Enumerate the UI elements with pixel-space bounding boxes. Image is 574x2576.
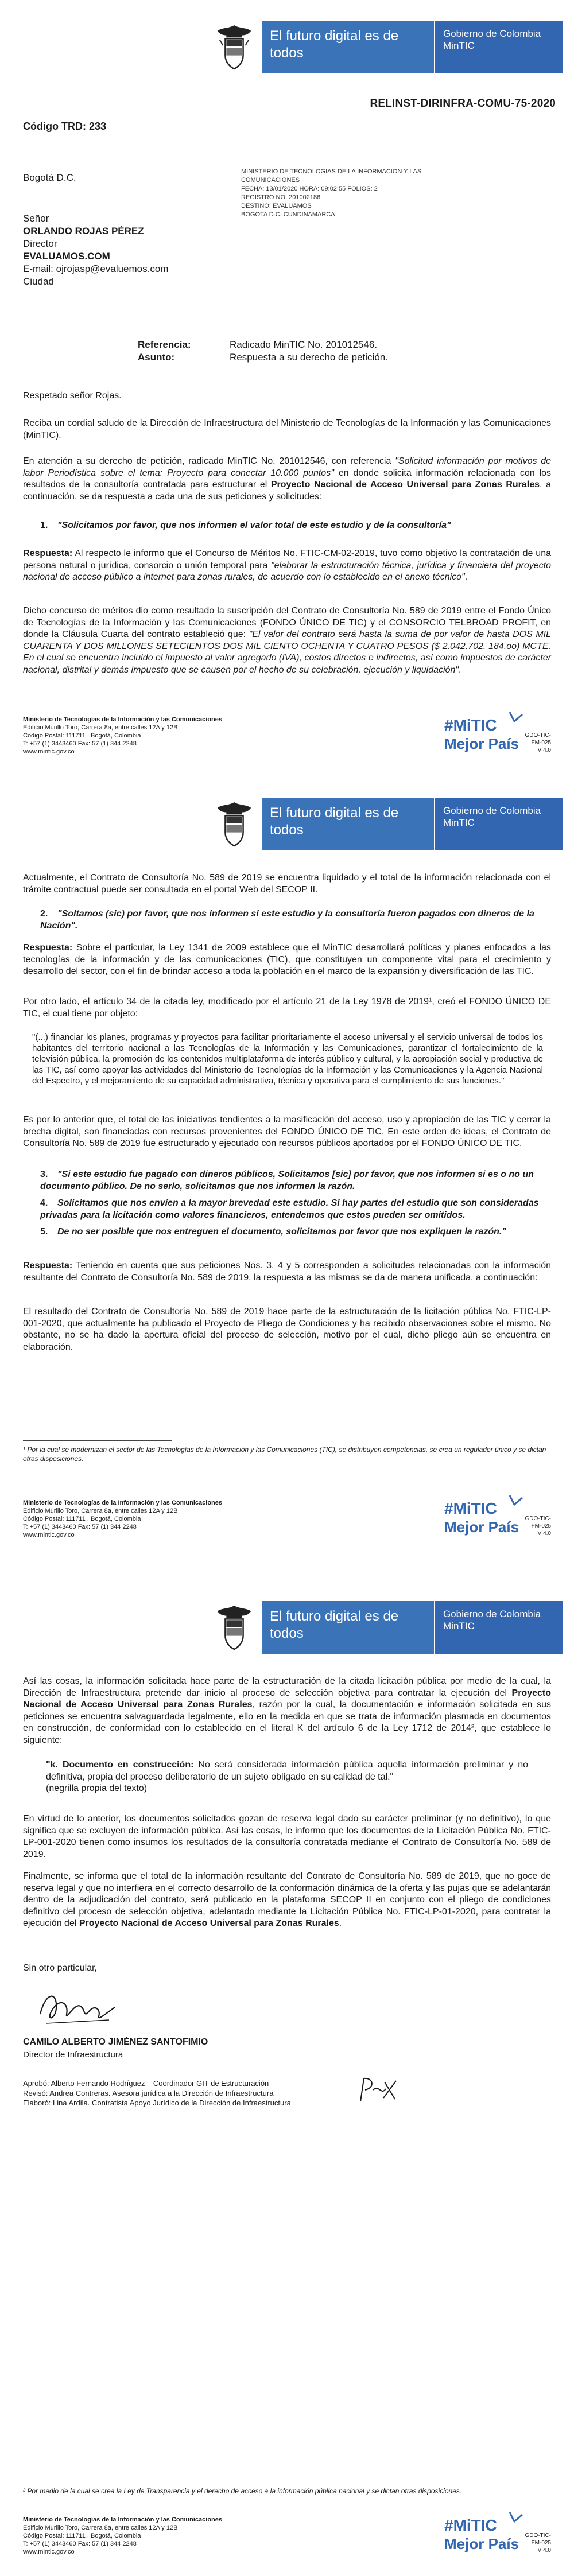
question-1 — [40, 519, 540, 531]
banner-government: Gobierno de Colombia MinTIC — [434, 1601, 563, 1654]
banner-slogan: El futuro digital es de todos — [262, 798, 434, 850]
text-run: "El valor del contrato será hasta la suma de por valor de hasta DOS MIL CUARENTA Y DOS MILLONES SETECIENTOS DOS MIL CIENTO OCHENTA Y CUATRO PESOS ($ 2.042.702. 184.oo) MCTE. En el cual se encuentra incluido el impuesto al valor agregado (IVA), costos directos e indirectos, así como impuestos de carácter nacional, distrital y demás impuesto que se causen por el hecho de su celebración, ejecución y liquidación" — [23, 630, 551, 675]
footer-ministry: Ministerio de Tecnologías de la Información y las Comunicaciones — [23, 2516, 222, 2523]
text-run: En atención a su derecho de petición, radicado MinTIC No. 201012546, con referencia — [23, 456, 395, 466]
question-text: Solicitamos que nos envíen a la mayor brevedad este estudio. Si hay partes del estudio que son consideradas privadas para la licitación como valores financieros, entendemos que estos pueden ser omitidos. — [40, 1198, 539, 1220]
footer-ministry: Ministerio de Tecnologías de la Información y las Comunicaciones — [23, 716, 222, 723]
closing: Sin otro particular, — [23, 1963, 97, 1973]
page-3 — [0, 1584, 574, 2576]
recipient-salutation: Señor — [23, 213, 49, 224]
stamp-line: FECHA: 13/01/2020 HORA: 09:02:55 FOLIOS: 2 — [241, 185, 378, 192]
footer-address: Edificio Murillo Toro, Carrera 8a, entre calles 12A y 12B — [23, 724, 178, 731]
reference-value: Radicado MinTIC No. 201012546. — [230, 339, 378, 350]
stamp-line: REGISTRO NO: 201002186 — [241, 194, 321, 201]
mintic-mejor-pais-logo — [442, 1492, 528, 1544]
logo-line-2: Mejor País — [444, 735, 519, 752]
paragraph: Por otro lado, el artículo 34 de la citada ley, modificado por el artículo 21 de la Ley 1978 de 2019¹, creó el FONDO ÚNICO DE TIC, el cual tiene por objeto: — [23, 997, 551, 1019]
question-text: "Soltamos (sic) por favor, que nos informen si este estudio y la consultoría fueron pagados con dineros de la Nación". — [40, 909, 534, 931]
question-text: De no ser posible que nos entreguen el documento, solicitamos por favor que nos expliquen la razón." — [57, 1227, 506, 1237]
footer-address: Edificio Murillo Toro, Carrera 8a, entre calles 12A y 12B — [23, 2524, 178, 2531]
law-quote — [46, 1759, 528, 1795]
trd-code: Código TRD: 233 — [23, 121, 107, 132]
form-code-id: GDO-TIC-FM-025 — [525, 2532, 551, 2546]
text-run: "k. Documento en construcción: — [46, 1760, 194, 1770]
reference-label: Referencia: — [138, 339, 191, 350]
reviewed-by: Revisó: Andrea Contreras. Asesora jurídica a la Dirección de Infraestructura — [23, 2089, 274, 2097]
text-run: Dicho concurso de méritos dio como resultado la suscripción del Contrato de Consultoría No. 589 de 2019 entre el Fondo Único de Tecnologías de la Información y las Comunicaciones (FONDO ÚNICO DE TIC) y el CONSORCIO TELBROAD PROFIT, en donde la Cláusula Cuarta del contrato estableció que: — [23, 606, 551, 639]
logo-line-2: Mejor País — [444, 1518, 519, 1536]
filing-stamp — [241, 168, 471, 219]
quote-note: (negrilla propia del texto) — [46, 1784, 148, 1793]
header-banner — [207, 798, 563, 850]
form-code-id: GDO-TIC-FM-025 — [525, 732, 551, 746]
text-run: Sobre el particular, la Ley 1341 de 2009 establece que el MinTIC desarrollará políticas y planes enfocados a las tecnologías de la información y de las comunicaciones (TIC), que constituyen un componente vital para el crecimiento y desarrollo del sector, con el fin de brindar acceso a toda la población en el marco de la expansión y diversificación de las TIC. — [23, 943, 551, 976]
place: Bogotá D.C. — [23, 172, 76, 183]
banner-slogan: El futuro digital es de todos — [262, 1601, 434, 1654]
footnote-1: ¹ Por la cual se modernizan el sector de las Tecnologías de la Información y las Comunicaciones (TIC), se distribuyen competencias, se crea un regulador único y se dictan otras disposiciones. — [23, 1446, 546, 1463]
paragraph: Reciba un cordial saludo de la Dirección de Infraestructura del Ministerio de Tecnologías de la Información y las Comunicaciones (MinTIC). — [23, 418, 551, 440]
reference-block — [138, 339, 540, 364]
signer-role: Director de Infraestructura — [23, 2050, 123, 2060]
page-1 — [0, 0, 574, 780]
paragraph — [23, 1871, 551, 1930]
footer-postal: Código Postal: 111711 , Bogotá, Colombia — [23, 2532, 141, 2539]
colombia-crest-icon — [207, 21, 262, 73]
footer-phone: T: +57 (1) 3443460 Fax: 57 (1) 344 2248 — [23, 1524, 137, 1530]
paragraph: Es por lo anterior que, el total de las iniciativas tendientes a la masificación del acceso, uso y apropiación de las TIC y cerrar la brecha digital, son financiadas con recursos provenientes del FONDO ÚNICO DE TIC. En este orden de ideas, el Contrato de Consultoría No. 589 de 2019 fue estructurado y ejecutado con recursos públicos aportados por el FONDO ÚNICO DE TIC. — [23, 1115, 551, 1148]
header-banner — [207, 1601, 563, 1654]
text-run: Finalmente, se informa que el total de la información resultante del Contrato de Consultoría No. 589 de 2019, que no goce de reserva legal y que no interfiera en el correcto desarrollo de la conformación dinámica de la oferta y las pujas que se adelantarán dentro de la adjudicación del contrato, será publicado en la plataforma SECOP II en conjunto con el pliego de condiciones definitivo del proceso de selección objetiva, adelantado mediante la Licitación Pública No. FTIC-LP-01-2020, para contratar la ejecución del — [23, 1871, 551, 1928]
question-number: 4. — [40, 1198, 48, 1208]
stamp-line: MINISTERIO DE TECNOLOGIAS DE LA INFORMACION Y LAS COMUNICACIONES — [241, 168, 422, 184]
text-run: Proyecto Nacional de Acceso Universal para Zonas Rurales — [23, 1688, 551, 1709]
text-run: , a continuación, se da respuesta a cada una de sus peticiones y solicitudes: — [23, 480, 552, 502]
recipient-city: Ciudad — [23, 276, 54, 287]
footer-ministry-info — [23, 2516, 264, 2556]
stamp-line: DESTINO: EVALUAMOS — [241, 203, 312, 209]
answer-2 — [23, 942, 551, 978]
colombia-crest-icon — [207, 798, 262, 850]
logo-line-1: #MiTIC — [444, 1499, 497, 1517]
answer-label: Respuesta: — [23, 549, 73, 558]
question-number: 1. — [40, 520, 48, 530]
handwritten-signature-icon — [34, 1986, 121, 2031]
recipient-name: ORLANDO ROJAS PÉREZ — [23, 226, 144, 236]
footer-web: www.mintic.gov.co — [23, 748, 75, 755]
paragraph: El resultado del Contrato de Consultoría No. 589 de 2019 hace parte de la estructuración de la licitación pública No. FTIC-LP-001-2020, que actualmente ha publicado el Proyecto de Pliego de Condiciones y ha recibido observaciones sobre el mismo. No obstante, no se ha dado la apertura oficial del proceso de selección, motivo por el cual, dicho pliego aún se encuentra en elaboración. — [23, 1307, 551, 1352]
question-number: 2. — [40, 909, 48, 919]
logo-line-2: Mejor País — [444, 2535, 519, 2552]
footer-ministry: Ministerio de Tecnologías de la Información y las Comunicaciones — [23, 1499, 222, 1506]
recipient-email: E-mail: ojrojasp@evaluemos.com — [23, 263, 169, 274]
question-text: "Si este estudio fue pagado con dineros públicos, Solicitamos [sic] por favor, que nos informen si es o no un documento público. De no serlo, solicitamos que nos informen la razón. — [40, 1170, 534, 1191]
signer-name: CAMILO ALBERTO JIMÉNEZ SANTOFIMIO — [23, 2037, 208, 2047]
question-3 — [40, 1168, 540, 1192]
paragraph: En virtud de lo anterior, los documentos solicitados gozan de reserva legal dado su carácter preliminar (y no definitivo), lo que significa que se excluyen de información pública. Así las cosas, le informo que los documentos de la Licitación Pública No. FTIC-LP-001-2020 tienen como insumos los resultados de la consultoría contratada mediante el Contrato de Consultoría No. 589 de 2019. — [23, 1814, 551, 1859]
text-run: Teniendo en cuenta que sus peticiones Nos. 3, 4 y 5 corresponden a solicitudes relacionadas con la información resultante del Contrato de Consultoría No. 589 de 2019, la respuesta a las mismas se da de manera unificada, a continuación: — [23, 1261, 551, 1283]
footer-phone: T: +57 (1) 3443460 Fax: 57 (1) 344 2248 — [23, 740, 137, 747]
text-run: Así las cosas, la información solicitada hace parte de la estructuración de la citada licitación pública por medio de la cual, la Dirección de Infraestructura pretende dar inicio al proceso de selección objetiva para contratar la ejecución del — [23, 1676, 551, 1698]
form-version: V 4.0 — [537, 1530, 551, 1537]
stamp-line: BOGOTA D.C, CUNDINAMARCA — [241, 211, 335, 218]
text-run: "Solicitud información por motivos de labor Periodística sobre el tema: Proyecto para conectar 10.000 puntos" — [23, 456, 552, 478]
mintic-mejor-pais-logo — [442, 709, 528, 760]
subject-value: Respuesta a su derecho de petición. — [230, 352, 388, 363]
banner-government: Gobierno de Colombia MinTIC — [434, 21, 563, 73]
law-quote: "(...) financiar los planes, programas y proyectos para facilitar prioritariamente el acceso universal y el servicio universal de todos los habitantes del territorio nacional a las Tecnologías de la Información y las Comunicaciones, garantizar el fortalecimiento de la televisión pública, la promoción de los contenidos multiplataforma de interés público y cultural, y la apropiación social y productiva de las TIC, así como apoyar las actividades del Ministerio de Tecnologías de la Información y las Comunicaciones y la Agencia Nacional del Espectro, y el mejoramiento de su capacidad administrativa, técnica y operativa para el cumplimiento de sus funciones." — [32, 1032, 543, 1086]
footnote-2: ² Por medio de la cual se crea la Ley de Transparencia y el derecho de acceso a la información pública nacional y se dictan otras disposiciones. — [23, 2487, 462, 2495]
text-run: No será considerada información pública aquella información preliminar y no definitiva, propia del proceso deliberatorio de un sujeto obligado en su calidad de tal." — [46, 1760, 528, 1782]
answer-3 — [23, 1260, 551, 1284]
text-run: Proyecto Nacional de Acceso Universal para Zonas Rurales — [270, 480, 540, 489]
subject-label: Asunto: — [138, 352, 175, 363]
question-4 — [40, 1197, 540, 1221]
text-run: "elaborar la estructuración técnica, jurídica y financiera del proyecto nacional de acceso público a internet para zonas rurales, de acuerdo con lo establecido en el anexo técnico" — [23, 560, 552, 582]
form-code — [522, 1515, 551, 1537]
logo-line-1: #MiTIC — [444, 2516, 497, 2534]
header-banner — [207, 21, 563, 73]
question-text: "Solicitamos por favor, que nos informen el valor total de este estudio y de la consultoría" — [57, 520, 451, 530]
question-number: 3. — [40, 1170, 48, 1179]
text-run: Al respecto le informo que el Concurso de Méritos No. FTIC-CM-02-2019, tuvo como objetivo la contratación de una persona natural o jurídica, consorcio o unión temporal para — [23, 549, 551, 570]
recipient-company: EVALUAMOS.COM — [23, 251, 110, 262]
banner-slogan: El futuro digital es de todos — [262, 21, 434, 73]
text-run: en donde solicita información relacionada con los resultados de la consultoría contratada para estructurar el — [23, 468, 552, 489]
question-number: 5. — [40, 1227, 48, 1237]
paragraph — [23, 605, 551, 676]
paragraph — [23, 456, 551, 503]
paragraph — [23, 1676, 551, 1746]
form-version: V 4.0 — [537, 2547, 551, 2554]
question-5 — [40, 1226, 540, 1238]
form-code-id: GDO-TIC-FM-025 — [525, 1516, 551, 1529]
approved-by: Aprobó: Alberto Fernando Rodríguez – Coordinador GIT de Estructuración — [23, 2079, 269, 2088]
footer-web: www.mintic.gov.co — [23, 2548, 75, 2555]
greeting: Respetado señor Rojas. — [23, 391, 122, 401]
footnote-rule — [23, 1440, 172, 1441]
answer-1 — [23, 548, 551, 584]
handwritten-initials-icon — [356, 2073, 402, 2109]
banner-government: Gobierno de Colombia MinTIC — [434, 798, 563, 850]
drafted-by: Elaboró: Lina Ardila. Contratista Apoyo Jurídico de la Dirección de Infraestructura — [23, 2099, 291, 2107]
text-run: . — [339, 1918, 342, 1928]
footer-postal: Código Postal: 111711 , Bogotá, Colombia — [23, 732, 141, 739]
recipient-block — [23, 212, 168, 288]
page-footer — [23, 709, 551, 772]
footer-ministry-info — [23, 1499, 264, 1539]
page-footer — [23, 1492, 551, 1555]
text-run: . — [464, 572, 468, 582]
recipient-role: Director — [23, 238, 57, 249]
footer-address: Edificio Murillo Toro, Carrera 8a, entre calles 12A y 12B — [23, 1507, 178, 1514]
text-run: Proyecto Nacional de Acceso Universal para Zonas Rurales — [79, 1918, 339, 1928]
form-code — [522, 732, 551, 754]
colombia-crest-icon — [207, 1601, 262, 1654]
paragraph: Actualmente, el Contrato de Consultoría No. 589 de 2019 se encuentra liquidado y el total de la información relacionada con el trámite contractual puede ser consultada en el portal Web del SECOP II. — [23, 873, 551, 895]
answer-label: Respuesta: — [23, 1261, 73, 1270]
footer-ministry-info — [23, 716, 264, 756]
form-code — [522, 2532, 551, 2554]
page-footer — [23, 2509, 551, 2572]
footer-postal: Código Postal: 111711 , Bogotá, Colombia — [23, 1516, 141, 1522]
mintic-mejor-pais-logo — [442, 2509, 528, 2561]
footer-web: www.mintic.gov.co — [23, 1532, 75, 1538]
logo-line-1: #MiTIC — [444, 716, 497, 734]
page-2 — [0, 780, 574, 1584]
answer-label: Respuesta: — [23, 943, 73, 953]
question-2 — [40, 908, 540, 932]
text-run: , razón por la cual, la documentación e información solicitada en sus peticiones se encuentra salvaguardada legalmente, ello en la medida en que se trata de información plasmada en documentos en construcción, de conformidad con lo establecido en el literal K del artículo 6 de la Ley 1712 de 2014², que establece lo siguiente: — [23, 1700, 551, 1745]
text-run: . — [459, 665, 461, 675]
footer-phone: T: +57 (1) 3443460 Fax: 57 (1) 344 2248 — [23, 2540, 137, 2547]
document-reference-code: RELINST-DIRINFRA-COMU-75-2020 — [370, 98, 556, 110]
form-version: V 4.0 — [537, 747, 551, 753]
